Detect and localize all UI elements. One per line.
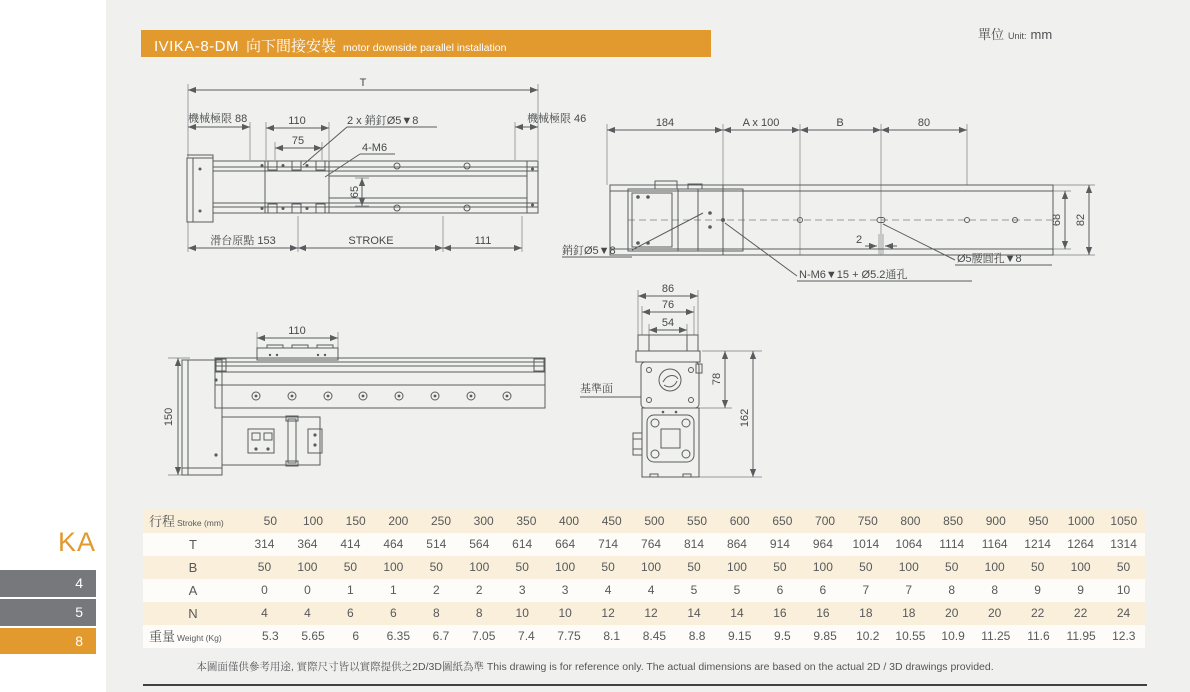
dim-label-80: 80 [917,117,931,129]
table-cell: 8.45 [642,629,667,643]
table-cell: 8 [991,583,999,597]
table-cell: 6 [347,606,354,620]
table-row [143,579,1145,602]
table-cell: 50 [1030,560,1045,574]
dim-label-home: 滑台原點 153 [210,235,276,247]
callout-pins: 2 x 銷釘Ø5▼8 [347,115,419,127]
row-label: B [188,560,198,575]
row-label: N [188,606,198,621]
table-cell: 8.8 [688,629,706,643]
dim-label-150: 150 [163,407,175,427]
dim-label-mech-limit-right: 機械極限 46 [527,113,587,125]
table-cell: 100 [1070,560,1091,574]
table-cell: 400 [559,514,580,528]
table-cell: 100 [555,560,576,574]
dim-label-110: 110 [288,115,306,127]
table-cell: 100 [297,560,318,574]
table-row [143,510,1145,533]
table-cell: 9 [1077,583,1084,597]
table-cell: 850 [943,514,964,528]
row-label: A [188,583,198,598]
table-cell: 200 [388,514,409,528]
dim-label-stroke: STROKE [348,235,394,247]
table-cell: 650 [772,514,793,528]
bottom-rule [143,684,1147,686]
table-cell: 14 [730,606,744,620]
table-cell: 5 [733,583,741,597]
table-cell: 100 [469,560,490,574]
table-cell: 450 [601,514,622,528]
table-cell: 1314 [1110,537,1137,551]
table-cell: 100 [812,560,833,574]
table-cell: 1164 [981,537,1008,551]
table-cell: 1264 [1067,537,1094,551]
table-cell: 50 [257,560,272,574]
table-cell: 22 [1073,606,1088,620]
table-cell: 1214 [1024,537,1051,551]
table-cell: 6 [389,606,397,620]
table-cell: 8 [948,583,956,597]
table-cell: 11.25 [981,629,1011,643]
dim-label-86: 86 [661,283,675,295]
table-cell: 364 [297,537,318,551]
table-cell: 7.75 [557,629,581,643]
table-row [143,533,1145,556]
series-label: KA [57,527,96,557]
table-cell: 100 [898,560,919,574]
table-cell: 0 [261,583,268,597]
table-cell: 7.05 [472,629,496,643]
table-cell: 16 [773,606,787,620]
dim-label-68: 68 [1051,213,1063,227]
table-cell: 314 [254,537,275,551]
row-label: 重量 Weight (Kg) [149,629,222,644]
table-cell: 914 [769,537,790,551]
table-cell: 18 [902,606,916,620]
table-cell: 9.5 [774,629,791,643]
table-cell: 50 [429,560,443,574]
table-cell: 9.15 [728,629,752,643]
table-cell: 16 [816,606,830,620]
disclaimer-note: 本圖面僅供參考用途, 實際尺寸皆以實際提供之2D/3D圖紙為準 This drawing is for reference only. The actual dimensions are based on the actual 2D / 3D drawings provided. [196,661,994,673]
table-cell: 414 [340,537,361,551]
table-cell: 10 [1116,583,1131,597]
table-cell: 50 [343,560,358,574]
index-tab-5: 5 [0,599,96,626]
table-cell: 700 [815,514,836,528]
table-cell: 18 [859,606,873,620]
dim-label-82: 82 [1075,213,1087,227]
dim-label-75: 75 [291,135,305,147]
table-cell: 5 [690,583,698,597]
dim-label-184: 184 [655,117,675,129]
callout-pin: 銷釘Ø5▼8 [562,245,616,257]
table-cell: 9.85 [813,629,837,643]
table-cell: 50 [601,560,615,574]
table-cell: 750 [857,514,878,528]
table-cell: 900 [985,514,1006,528]
table-cell: 6.35 [386,629,411,643]
table-cell: 10 [558,606,572,620]
table-cell: 614 [512,537,533,551]
table-cell: 3 [561,583,569,597]
dim-label-54: 54 [661,317,675,329]
table-cell: 950 [1028,514,1049,528]
model-number: IVIKA-8-DM [154,38,240,55]
table-cell: 800 [900,514,921,528]
table-cell: 9 [1034,583,1041,597]
table-cell: 100 [383,560,404,574]
table-row [143,556,1145,579]
table-row [143,625,1145,648]
dim-label-111: 111 [474,235,492,247]
table-cell: 7.4 [518,629,535,643]
table-cell: 20 [945,606,959,620]
dim-label-110-front: 110 [288,325,306,337]
table-cell: 50 [263,514,278,528]
table-cell: 664 [555,537,576,551]
table-cell: 4 [261,606,268,620]
table-cell: 864 [726,537,747,551]
dim-label-t: T [359,77,367,89]
table-cell: 6 [776,583,784,597]
callout-nm6: N-M6▼15 + Ø5.2通孔 [799,269,908,281]
table-cell: 50 [1116,560,1131,574]
table-cell: 1064 [895,537,923,551]
header-title-cjk: 向下間接安裝 [246,38,337,55]
table-cell: 564 [469,537,490,551]
table-cell: 100 [726,560,747,574]
table-cell: 1 [389,583,397,597]
unit-label-en: Unit: [1008,31,1027,41]
section-header-bar [141,30,711,57]
table-cell: 14 [687,606,701,620]
unit-value: mm [1030,27,1053,42]
table-cell: 50 [515,560,529,574]
table-cell: 150 [345,514,366,528]
top-view-drawing [560,96,1160,286]
callout-slot: Ø5腰圓孔▼8 [957,253,1022,265]
table-cell: 250 [431,514,452,528]
table-cell: 1 [347,583,354,597]
dim-label-2: 2 [855,234,863,246]
table-cell: 4 [647,583,655,597]
table-cell: 714 [598,537,619,551]
table-cell: 1000 [1067,514,1095,528]
table-cell: 2 [432,583,440,597]
table-cell: 3 [518,583,526,597]
table-cell: 7 [905,583,913,597]
index-tab-4: 4 [0,570,96,597]
table-cell: 22 [1030,606,1045,620]
header-title-en: motor downside parallel installation [343,42,507,54]
table-cell: 20 [988,606,1002,620]
table-row [143,602,1145,625]
table-cell: 0 [304,583,311,597]
table-cell: 10.9 [941,629,965,643]
table-cell: 24 [1116,606,1131,620]
dim-label-mech-limit-left: 機械極限 88 [188,113,248,125]
table-cell: 350 [516,514,537,528]
dim-label-162: 162 [739,408,751,428]
spec-table [143,510,1145,648]
table-cell: 764 [641,537,662,551]
table-cell: 12.3 [1112,629,1136,643]
table-cell: 11.95 [1066,629,1096,643]
table-cell: 8.1 [603,629,621,643]
table-cell: 12 [644,606,658,620]
table-cell: 8 [432,606,440,620]
dim-label-b: B [836,117,844,129]
table-cell: 1114 [939,537,965,551]
table-cell: 600 [729,514,750,528]
table-cell: 50 [945,560,959,574]
table-cell: 6 [352,629,360,643]
table-cell: 5.65 [301,629,325,643]
table-cell: 514 [426,537,447,551]
table-cell: 550 [687,514,708,528]
end-view-drawing [572,278,792,493]
table-cell: 10.2 [856,629,880,643]
table-cell: 464 [383,537,404,551]
table-cell: 50 [859,560,873,574]
table-cell: 4 [604,583,612,597]
table-cell: 50 [773,560,787,574]
table-cell: 100 [302,514,324,528]
table-cell: 5.3 [261,629,279,643]
table-cell: 11.6 [1027,629,1050,643]
callout-4m6: 4-M6 [362,142,388,154]
table-cell: 8 [475,606,483,620]
side-view-drawing [175,72,615,272]
unit-label-cjk: 單位 [978,27,1005,42]
dim-label-76: 76 [661,299,675,311]
dim-label-65: 65 [349,185,361,199]
table-cell: 500 [644,514,665,528]
table-cell: 1014 [852,537,880,551]
row-label: T [189,537,197,552]
table-cell: 814 [683,537,705,551]
table-cell: 100 [984,560,1005,574]
table-cell: 12 [601,606,615,620]
table-cell: 4 [304,606,311,620]
table-cell: 6 [819,583,827,597]
datum-label: 基準面 [580,383,613,395]
table-cell: 2 [475,583,483,597]
table-cell: 10.55 [895,629,926,643]
table-cell: 300 [473,514,494,528]
table-cell: 100 [641,560,662,574]
front-view-drawing [150,305,550,495]
table-cell: 6.7 [432,629,450,643]
index-tab-8-active: 8 [0,628,96,654]
table-cell: 1050 [1110,514,1138,528]
dim-label-ax100: A x 100 [742,117,780,129]
unit-indicator [978,24,1052,43]
table-cell: 10 [515,606,529,620]
dim-label-78: 78 [711,372,723,386]
table-cell: 7 [862,583,870,597]
row-label: 行程 Stroke (mm) [149,514,224,529]
table-cell: 50 [687,560,701,574]
table-cell: 964 [812,537,833,551]
